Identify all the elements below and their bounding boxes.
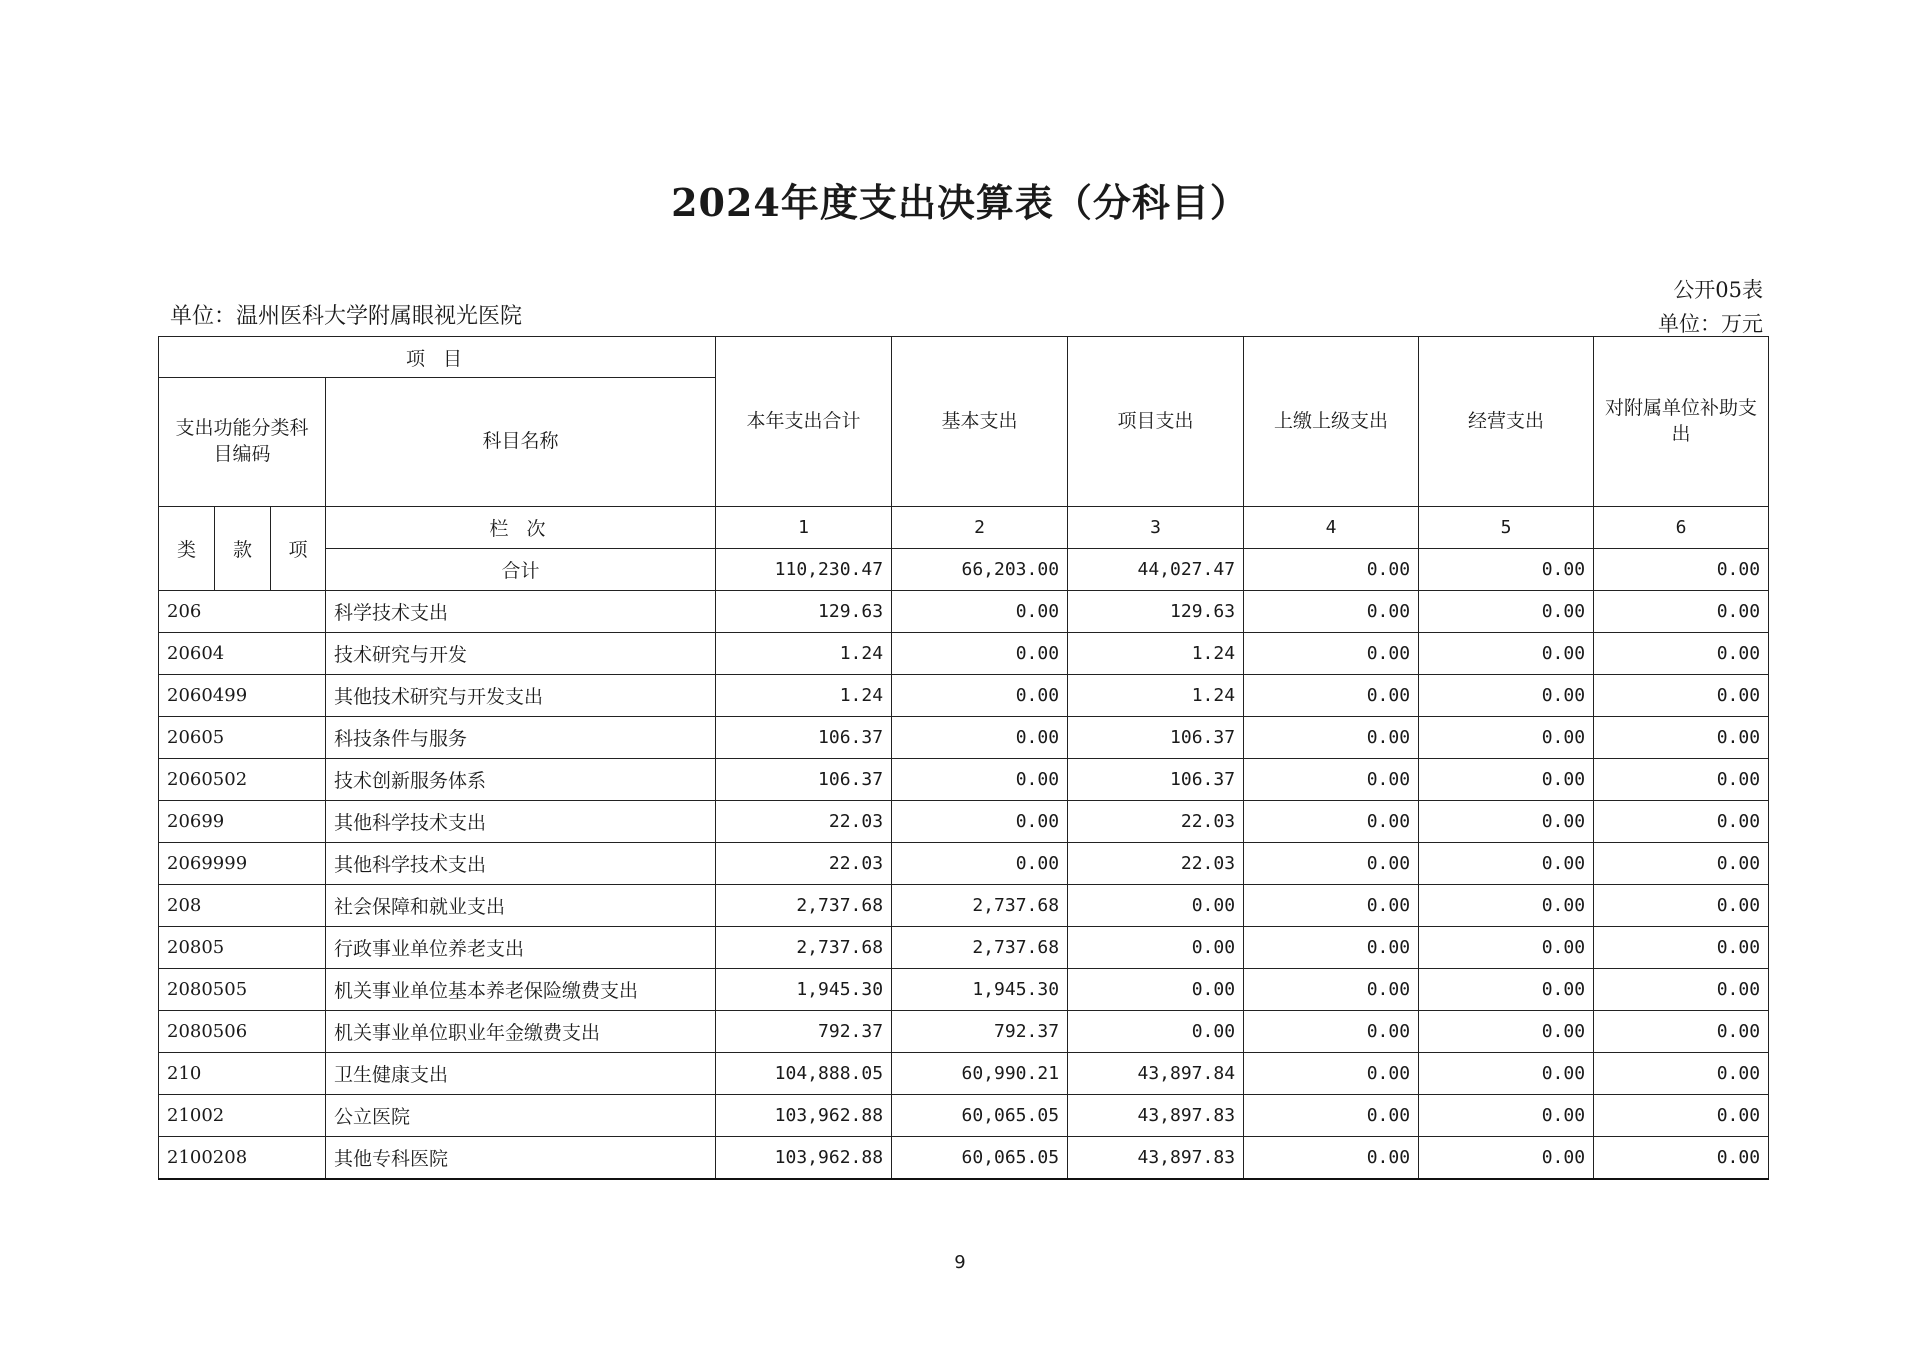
row-value-6: 0.00 xyxy=(1594,927,1769,969)
table-row xyxy=(159,885,1769,927)
row-value-2: 60,990.21 xyxy=(892,1053,1068,1095)
row-value-1: 2,737.68 xyxy=(716,885,892,927)
header-subsidy: 对附属单位补助支出 xyxy=(1594,337,1769,507)
row-code: 20605 xyxy=(159,717,326,759)
row-value-1: 22.03 xyxy=(716,801,892,843)
row-value-4: 0.00 xyxy=(1244,717,1419,759)
col-num-6: 6 xyxy=(1594,507,1769,549)
table-row xyxy=(159,633,1769,675)
page-number: 9 xyxy=(954,1252,966,1273)
row-value-1: 106.37 xyxy=(716,759,892,801)
row-value-1: 1,945.30 xyxy=(716,969,892,1011)
row-value-1: 1.24 xyxy=(716,633,892,675)
row-value-2: 0.00 xyxy=(892,591,1068,633)
row-value-6: 0.00 xyxy=(1594,675,1769,717)
total-value-2: 66,203.00 xyxy=(892,549,1068,591)
header-item: 项 目 xyxy=(159,337,716,378)
row-value-6: 0.00 xyxy=(1594,969,1769,1011)
header-name: 科目名称 xyxy=(326,378,716,507)
form-number: 公开05表 xyxy=(1673,278,1763,302)
row-value-2: 2,737.68 xyxy=(892,885,1068,927)
col-num-2: 2 xyxy=(892,507,1068,549)
money-unit: 单位：万元 xyxy=(1658,312,1763,336)
table-row xyxy=(159,591,1769,633)
row-code: 2080506 xyxy=(159,1011,326,1053)
row-code: 20604 xyxy=(159,633,326,675)
row-value-6: 0.00 xyxy=(1594,1095,1769,1137)
row-name: 机关事业单位基本养老保险缴费支出 xyxy=(326,969,716,1011)
row-value-4: 0.00 xyxy=(1244,1137,1419,1180)
row-value-1: 129.63 xyxy=(716,591,892,633)
table-row xyxy=(159,1011,1769,1053)
row-name: 机关事业单位职业年金缴费支出 xyxy=(326,1011,716,1053)
table-row xyxy=(159,801,1769,843)
row-value-4: 0.00 xyxy=(1244,801,1419,843)
row-value-6: 0.00 xyxy=(1594,885,1769,927)
row-value-1: 2,737.68 xyxy=(716,927,892,969)
row-value-2: 60,065.05 xyxy=(892,1095,1068,1137)
row-value-5: 0.00 xyxy=(1419,1137,1594,1180)
row-value-3: 22.03 xyxy=(1068,801,1244,843)
header-row-1 xyxy=(159,337,1769,378)
row-value-3: 43,897.83 xyxy=(1068,1095,1244,1137)
row-value-5: 0.00 xyxy=(1419,1053,1594,1095)
total-value-5: 0.00 xyxy=(1419,549,1594,591)
row-value-5: 0.00 xyxy=(1419,675,1594,717)
total-value-4: 0.00 xyxy=(1244,549,1419,591)
col-num-4: 4 xyxy=(1244,507,1419,549)
header-row-3 xyxy=(159,507,1769,549)
row-value-6: 0.00 xyxy=(1594,801,1769,843)
header-total: 本年支出合计 xyxy=(716,337,892,507)
header-business: 经营支出 xyxy=(1419,337,1594,507)
row-value-4: 0.00 xyxy=(1244,675,1419,717)
table-row xyxy=(159,1053,1769,1095)
row-value-3: 43,897.83 xyxy=(1068,1137,1244,1180)
row-value-3: 1.24 xyxy=(1068,633,1244,675)
table-row xyxy=(159,675,1769,717)
row-value-6: 0.00 xyxy=(1594,717,1769,759)
row-value-5: 0.00 xyxy=(1419,843,1594,885)
row-code: 2080505 xyxy=(159,969,326,1011)
row-value-4: 0.00 xyxy=(1244,927,1419,969)
page-title: 2024年度支出决算表（分科目） xyxy=(671,180,1249,225)
row-value-2: 0.00 xyxy=(892,633,1068,675)
header-xiang: 项 xyxy=(271,507,326,591)
row-name: 其他科学技术支出 xyxy=(326,801,716,843)
row-value-6: 0.00 xyxy=(1594,1137,1769,1180)
row-value-4: 0.00 xyxy=(1244,759,1419,801)
row-value-2: 0.00 xyxy=(892,801,1068,843)
row-code: 2069999 xyxy=(159,843,326,885)
header-code-group: 支出功能分类科目编码 xyxy=(159,378,326,507)
row-value-2: 1,945.30 xyxy=(892,969,1068,1011)
total-value-1: 110,230.47 xyxy=(716,549,892,591)
row-value-4: 0.00 xyxy=(1244,591,1419,633)
row-value-5: 0.00 xyxy=(1419,1095,1594,1137)
row-value-1: 103,962.88 xyxy=(716,1137,892,1180)
row-value-5: 0.00 xyxy=(1419,969,1594,1011)
row-value-3: 106.37 xyxy=(1068,717,1244,759)
expenditure-table xyxy=(158,336,1769,1180)
row-value-4: 0.00 xyxy=(1244,1095,1419,1137)
reporting-unit: 单位：温州医科大学附属眼视光医院 xyxy=(170,304,523,329)
row-code: 2060502 xyxy=(159,759,326,801)
row-value-5: 0.00 xyxy=(1419,633,1594,675)
table-row xyxy=(159,1137,1769,1180)
row-value-3: 0.00 xyxy=(1068,885,1244,927)
row-value-4: 0.00 xyxy=(1244,633,1419,675)
row-value-1: 103,962.88 xyxy=(716,1095,892,1137)
row-value-2: 792.37 xyxy=(892,1011,1068,1053)
row-code: 208 xyxy=(159,885,326,927)
row-value-5: 0.00 xyxy=(1419,717,1594,759)
row-value-3: 1.24 xyxy=(1068,675,1244,717)
header-upper: 上缴上级支出 xyxy=(1244,337,1419,507)
row-value-6: 0.00 xyxy=(1594,591,1769,633)
total-row xyxy=(159,549,1769,591)
row-value-5: 0.00 xyxy=(1419,927,1594,969)
col-num-5: 5 xyxy=(1419,507,1594,549)
row-value-1: 22.03 xyxy=(716,843,892,885)
row-name: 技术创新服务体系 xyxy=(326,759,716,801)
row-value-3: 106.37 xyxy=(1068,759,1244,801)
table-row xyxy=(159,717,1769,759)
row-value-6: 0.00 xyxy=(1594,633,1769,675)
row-value-6: 0.00 xyxy=(1594,1011,1769,1053)
row-value-2: 0.00 xyxy=(892,675,1068,717)
table-row xyxy=(159,759,1769,801)
row-code: 206 xyxy=(159,591,326,633)
row-value-3: 0.00 xyxy=(1068,969,1244,1011)
row-value-3: 43,897.84 xyxy=(1068,1053,1244,1095)
row-value-1: 104,888.05 xyxy=(716,1053,892,1095)
row-name: 行政事业单位养老支出 xyxy=(326,927,716,969)
row-code: 2060499 xyxy=(159,675,326,717)
total-value-3: 44,027.47 xyxy=(1068,549,1244,591)
row-name: 其他专科医院 xyxy=(326,1137,716,1180)
row-value-2: 0.00 xyxy=(892,717,1068,759)
row-value-4: 0.00 xyxy=(1244,1053,1419,1095)
row-value-5: 0.00 xyxy=(1419,1011,1594,1053)
row-value-1: 1.24 xyxy=(716,675,892,717)
row-value-5: 0.00 xyxy=(1419,801,1594,843)
row-code: 20699 xyxy=(159,801,326,843)
row-name: 科技条件与服务 xyxy=(326,717,716,759)
row-value-3: 0.00 xyxy=(1068,1011,1244,1053)
row-value-4: 0.00 xyxy=(1244,843,1419,885)
col-num-3: 3 xyxy=(1068,507,1244,549)
total-value-6: 0.00 xyxy=(1594,549,1769,591)
row-value-2: 0.00 xyxy=(892,759,1068,801)
row-value-2: 60,065.05 xyxy=(892,1137,1068,1180)
row-code: 21002 xyxy=(159,1095,326,1137)
row-name: 卫生健康支出 xyxy=(326,1053,716,1095)
table-row xyxy=(159,1095,1769,1137)
row-name: 公立医院 xyxy=(326,1095,716,1137)
col-num-1: 1 xyxy=(716,507,892,549)
row-value-4: 0.00 xyxy=(1244,1011,1419,1053)
row-value-6: 0.00 xyxy=(1594,843,1769,885)
total-label: 合计 xyxy=(326,549,716,591)
row-code: 2100208 xyxy=(159,1137,326,1180)
header-project: 项目支出 xyxy=(1068,337,1244,507)
table-row xyxy=(159,927,1769,969)
row-value-2: 2,737.68 xyxy=(892,927,1068,969)
row-code: 210 xyxy=(159,1053,326,1095)
header-column-order: 栏 次 xyxy=(326,507,716,549)
row-value-4: 0.00 xyxy=(1244,885,1419,927)
row-code: 20805 xyxy=(159,927,326,969)
row-value-6: 0.00 xyxy=(1594,1053,1769,1095)
row-name: 其他技术研究与开发支出 xyxy=(326,675,716,717)
header-lei: 类 xyxy=(159,507,215,591)
row-name: 科学技术支出 xyxy=(326,591,716,633)
row-value-3: 0.00 xyxy=(1068,927,1244,969)
row-value-3: 129.63 xyxy=(1068,591,1244,633)
header-basic: 基本支出 xyxy=(892,337,1068,507)
row-value-6: 0.00 xyxy=(1594,759,1769,801)
table-row xyxy=(159,969,1769,1011)
header-kuan: 款 xyxy=(215,507,271,591)
row-value-1: 106.37 xyxy=(716,717,892,759)
row-value-3: 22.03 xyxy=(1068,843,1244,885)
row-value-5: 0.00 xyxy=(1419,591,1594,633)
row-value-1: 792.37 xyxy=(716,1011,892,1053)
row-name: 社会保障和就业支出 xyxy=(326,885,716,927)
row-name: 技术研究与开发 xyxy=(326,633,716,675)
row-name: 其他科学技术支出 xyxy=(326,843,716,885)
row-value-2: 0.00 xyxy=(892,843,1068,885)
row-value-4: 0.00 xyxy=(1244,969,1419,1011)
row-value-5: 0.00 xyxy=(1419,759,1594,801)
row-value-5: 0.00 xyxy=(1419,885,1594,927)
table-row xyxy=(159,843,1769,885)
